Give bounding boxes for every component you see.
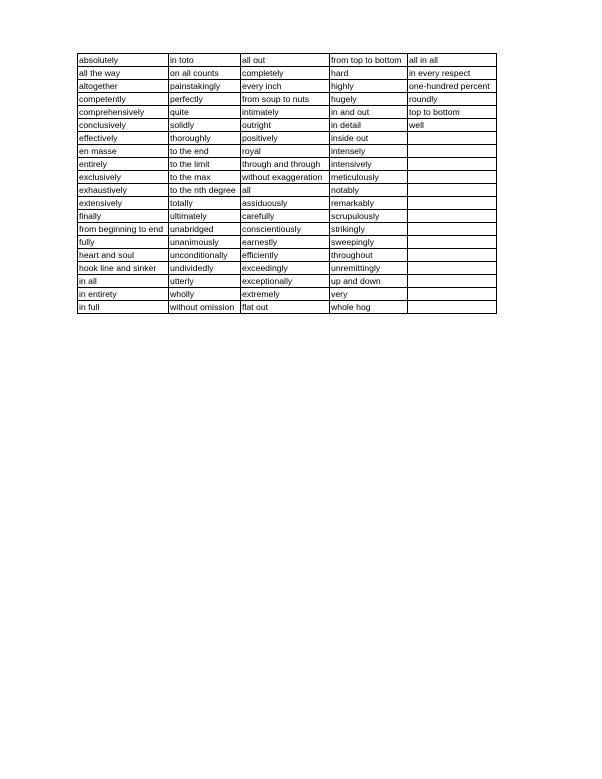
table-cell[interactable]: in entirety — [78, 288, 169, 301]
table-row — [78, 301, 497, 314]
table-cell[interactable]: top to bottom — [408, 106, 497, 119]
table-cell[interactable]: positively — [241, 132, 330, 145]
table-cell[interactable]: outright — [241, 119, 330, 132]
table-cell[interactable]: throughout — [330, 249, 408, 262]
table-cell[interactable]: unconditionally — [169, 249, 241, 262]
table-cell[interactable] — [408, 158, 497, 171]
table-cell[interactable]: effectively — [78, 132, 169, 145]
table-cell[interactable]: from top to bottom — [330, 54, 408, 67]
synonym-table — [77, 53, 497, 314]
table-cell[interactable]: all — [241, 184, 330, 197]
table-cell[interactable]: to the end — [169, 145, 241, 158]
table-cell[interactable]: through and through — [241, 158, 330, 171]
table-cell[interactable]: finally — [78, 210, 169, 223]
table-cell[interactable]: inside out — [330, 132, 408, 145]
table-cell[interactable]: without omission — [169, 301, 241, 314]
table-cell[interactable]: royal — [241, 145, 330, 158]
table-row — [78, 119, 497, 132]
table-cell[interactable]: intensely — [330, 145, 408, 158]
table-cell[interactable]: notably — [330, 184, 408, 197]
table-cell[interactable]: utterly — [169, 275, 241, 288]
table-cell[interactable]: one-hundred percent — [408, 80, 497, 93]
table-cell[interactable]: up and down — [330, 275, 408, 288]
table-cell[interactable]: all out — [241, 54, 330, 67]
table-row — [78, 262, 497, 275]
table-cell[interactable] — [408, 236, 497, 249]
table-row — [78, 197, 497, 210]
table-cell[interactable]: unanimously — [169, 236, 241, 249]
table-cell[interactable]: scrupulously — [330, 210, 408, 223]
table-row — [78, 236, 497, 249]
table-cell[interactable]: all the way — [78, 67, 169, 80]
table-cell[interactable] — [408, 132, 497, 145]
table-cell[interactable]: on all counts — [169, 67, 241, 80]
table-cell[interactable]: whole hog — [330, 301, 408, 314]
table-cell[interactable]: conscientiously — [241, 223, 330, 236]
table-cell[interactable]: wholly — [169, 288, 241, 301]
table-row — [78, 54, 497, 67]
table-row — [78, 184, 497, 197]
table-cell[interactable]: very — [330, 288, 408, 301]
table-cell[interactable]: competently — [78, 93, 169, 106]
table-cell[interactable] — [408, 145, 497, 158]
table-row — [78, 93, 497, 106]
table-cell[interactable]: in detail — [330, 119, 408, 132]
table-cell[interactable]: totally — [169, 197, 241, 210]
table-cell[interactable]: exclusively — [78, 171, 169, 184]
table-cell[interactable]: hard — [330, 67, 408, 80]
table-cell[interactable] — [408, 249, 497, 262]
table-row — [78, 67, 497, 80]
table-cell[interactable] — [408, 288, 497, 301]
table-cell[interactable] — [408, 301, 497, 314]
table-cell[interactable]: intensively — [330, 158, 408, 171]
table-cell[interactable]: hugely — [330, 93, 408, 106]
table-cell[interactable]: en masse — [78, 145, 169, 158]
table-cell[interactable]: to the limit — [169, 158, 241, 171]
table-cell[interactable]: from beginning to end — [78, 223, 169, 236]
table-row — [78, 171, 497, 184]
table-cell[interactable]: ultimately — [169, 210, 241, 223]
table-cell[interactable]: altogether — [78, 80, 169, 93]
table-cell[interactable] — [408, 197, 497, 210]
table-cell[interactable]: every inch — [241, 80, 330, 93]
table-cell[interactable]: well — [408, 119, 497, 132]
table-row — [78, 210, 497, 223]
table-cell[interactable]: meticulously — [330, 171, 408, 184]
table-cell[interactable]: roundly — [408, 93, 497, 106]
table-cell[interactable]: in every respect — [408, 67, 497, 80]
table-cell[interactable]: to the max — [169, 171, 241, 184]
table-row — [78, 288, 497, 301]
table-cell[interactable]: to the nth degree — [169, 184, 241, 197]
table-row — [78, 223, 497, 236]
table-cell[interactable]: unabridged — [169, 223, 241, 236]
table-cell[interactable]: conclusively — [78, 119, 169, 132]
table-cell[interactable]: comprehensively — [78, 106, 169, 119]
table-cell[interactable]: extremely — [241, 288, 330, 301]
table-cell[interactable]: remarkably — [330, 197, 408, 210]
table-body — [78, 54, 497, 314]
table-row — [78, 158, 497, 171]
table-cell[interactable]: intimately — [241, 106, 330, 119]
table-cell[interactable]: all in all — [408, 54, 497, 67]
table-cell[interactable]: exhaustively — [78, 184, 169, 197]
table-cell[interactable] — [408, 184, 497, 197]
table-cell[interactable]: extensively — [78, 197, 169, 210]
table-cell[interactable]: fully — [78, 236, 169, 249]
table-cell[interactable]: exceptionally — [241, 275, 330, 288]
table-cell[interactable]: unremittingly — [330, 262, 408, 275]
table-cell[interactable]: absolutely — [78, 54, 169, 67]
table-cell[interactable]: assiduously — [241, 197, 330, 210]
table-cell[interactable]: entirely — [78, 158, 169, 171]
table-cell[interactable] — [408, 223, 497, 236]
table-cell[interactable]: strikingly — [330, 223, 408, 236]
table-cell[interactable]: hook line and sinker — [78, 262, 169, 275]
table-cell[interactable]: flat out — [241, 301, 330, 314]
table-cell[interactable]: carefully — [241, 210, 330, 223]
table-row — [78, 145, 497, 158]
table-cell[interactable]: heart and soul — [78, 249, 169, 262]
table-cell[interactable] — [408, 171, 497, 184]
table-cell[interactable]: highly — [330, 80, 408, 93]
table-cell[interactable]: perfectly — [169, 93, 241, 106]
table-cell[interactable]: exceedingly — [241, 262, 330, 275]
table-cell[interactable]: undividedly — [169, 262, 241, 275]
spreadsheet-page — [77, 53, 497, 314]
table-row — [78, 275, 497, 288]
table-cell[interactable]: sweepingly — [330, 236, 408, 249]
table-cell[interactable]: in full — [78, 301, 169, 314]
table-cell[interactable]: efficiently — [241, 249, 330, 262]
table-cell[interactable] — [408, 210, 497, 223]
table-cell[interactable]: earnestly — [241, 236, 330, 249]
table-cell[interactable]: in and out — [330, 106, 408, 119]
table-cell[interactable]: without exaggeration — [241, 171, 330, 184]
table-cell[interactable]: completely — [241, 67, 330, 80]
table-row — [78, 249, 497, 262]
table-row — [78, 132, 497, 145]
table-cell[interactable]: quite — [169, 106, 241, 119]
table-cell[interactable] — [408, 262, 497, 275]
table-cell[interactable]: in all — [78, 275, 169, 288]
table-cell[interactable]: from soup to nuts — [241, 93, 330, 106]
table-cell[interactable]: solidly — [169, 119, 241, 132]
table-cell[interactable]: painstakingly — [169, 80, 241, 93]
table-row — [78, 80, 497, 93]
table-cell[interactable] — [408, 275, 497, 288]
table-cell[interactable]: thoroughly — [169, 132, 241, 145]
table-cell[interactable]: in toto — [169, 54, 241, 67]
table-row — [78, 106, 497, 119]
